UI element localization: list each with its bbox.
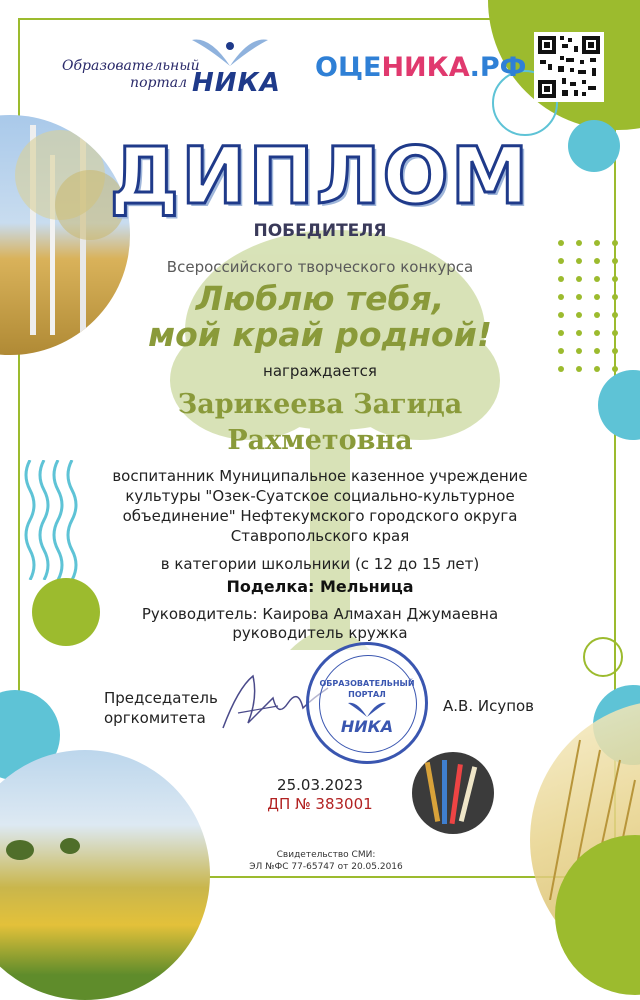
nika-wings-icon — [190, 36, 270, 70]
chair-line2: оргкомитета — [104, 709, 206, 727]
awarded-label: награждается — [263, 362, 377, 380]
brand-part-b: НИКА — [381, 52, 470, 83]
qr-code[interactable] — [534, 32, 604, 102]
seal-line2: ПОРТАЛ — [348, 690, 386, 699]
chair-label — [104, 688, 218, 728]
brand-part-a: ОЦЕ — [315, 52, 382, 83]
recipient-line2: Рахметовна — [227, 425, 413, 456]
portal-label: Образовательный портал — [62, 58, 200, 91]
portal-logo — [62, 50, 281, 110]
issue-date: 25.03.2023 — [277, 776, 363, 794]
diploma-number: ДП № 383001 — [267, 795, 373, 813]
supervisor-role: руководитель кружка — [232, 624, 408, 642]
chair-name: А.В. Исупов — [443, 697, 535, 715]
institution-line3: объединение" Нефтекумского городского округа — [122, 507, 518, 525]
work-title: Поделка: Мельница — [226, 577, 414, 596]
portal-name: НИКА — [192, 68, 281, 98]
seal-line1: ОБРАЗОВАТЕЛЬНЫЙ — [319, 679, 415, 688]
site-brand — [315, 52, 526, 83]
supervisor: Руководитель: Каирова Алмахан Джумаевна — [141, 605, 499, 623]
media-cert-line1: Свидетельство СМИ: — [276, 850, 376, 860]
seal-name: НИКА — [340, 717, 394, 736]
media-cert-line2: ЭЛ №ФС 77-65747 от 20.05.2016 — [249, 862, 403, 872]
institution-line2: культуры "Озек-Суатское социально-культурное — [125, 487, 515, 505]
brand-part-c: .РФ — [469, 52, 527, 83]
institution-line1: воспитанник Муниципальное казенное учреждение — [112, 467, 528, 485]
category: в категории школьники (с 12 до 15 лет) — [160, 555, 480, 573]
chair-line1: Председатель — [104, 689, 218, 707]
green-ring-right — [583, 637, 623, 677]
diploma-subtitle: ПОБЕДИТЕЛЯ — [253, 221, 387, 241]
contest-name-line2: мой край родной! — [148, 315, 492, 354]
contest-name-line1: Люблю тебя, — [195, 279, 445, 318]
contest-type: Всероссийского творческого конкурса — [166, 258, 474, 276]
diploma-title: ДИПЛОМ — [109, 132, 531, 222]
portal-seal — [306, 642, 428, 764]
institution-line4: Ставропольского края — [230, 527, 410, 545]
recipient-line1: Зарикеева Загида — [177, 389, 463, 420]
